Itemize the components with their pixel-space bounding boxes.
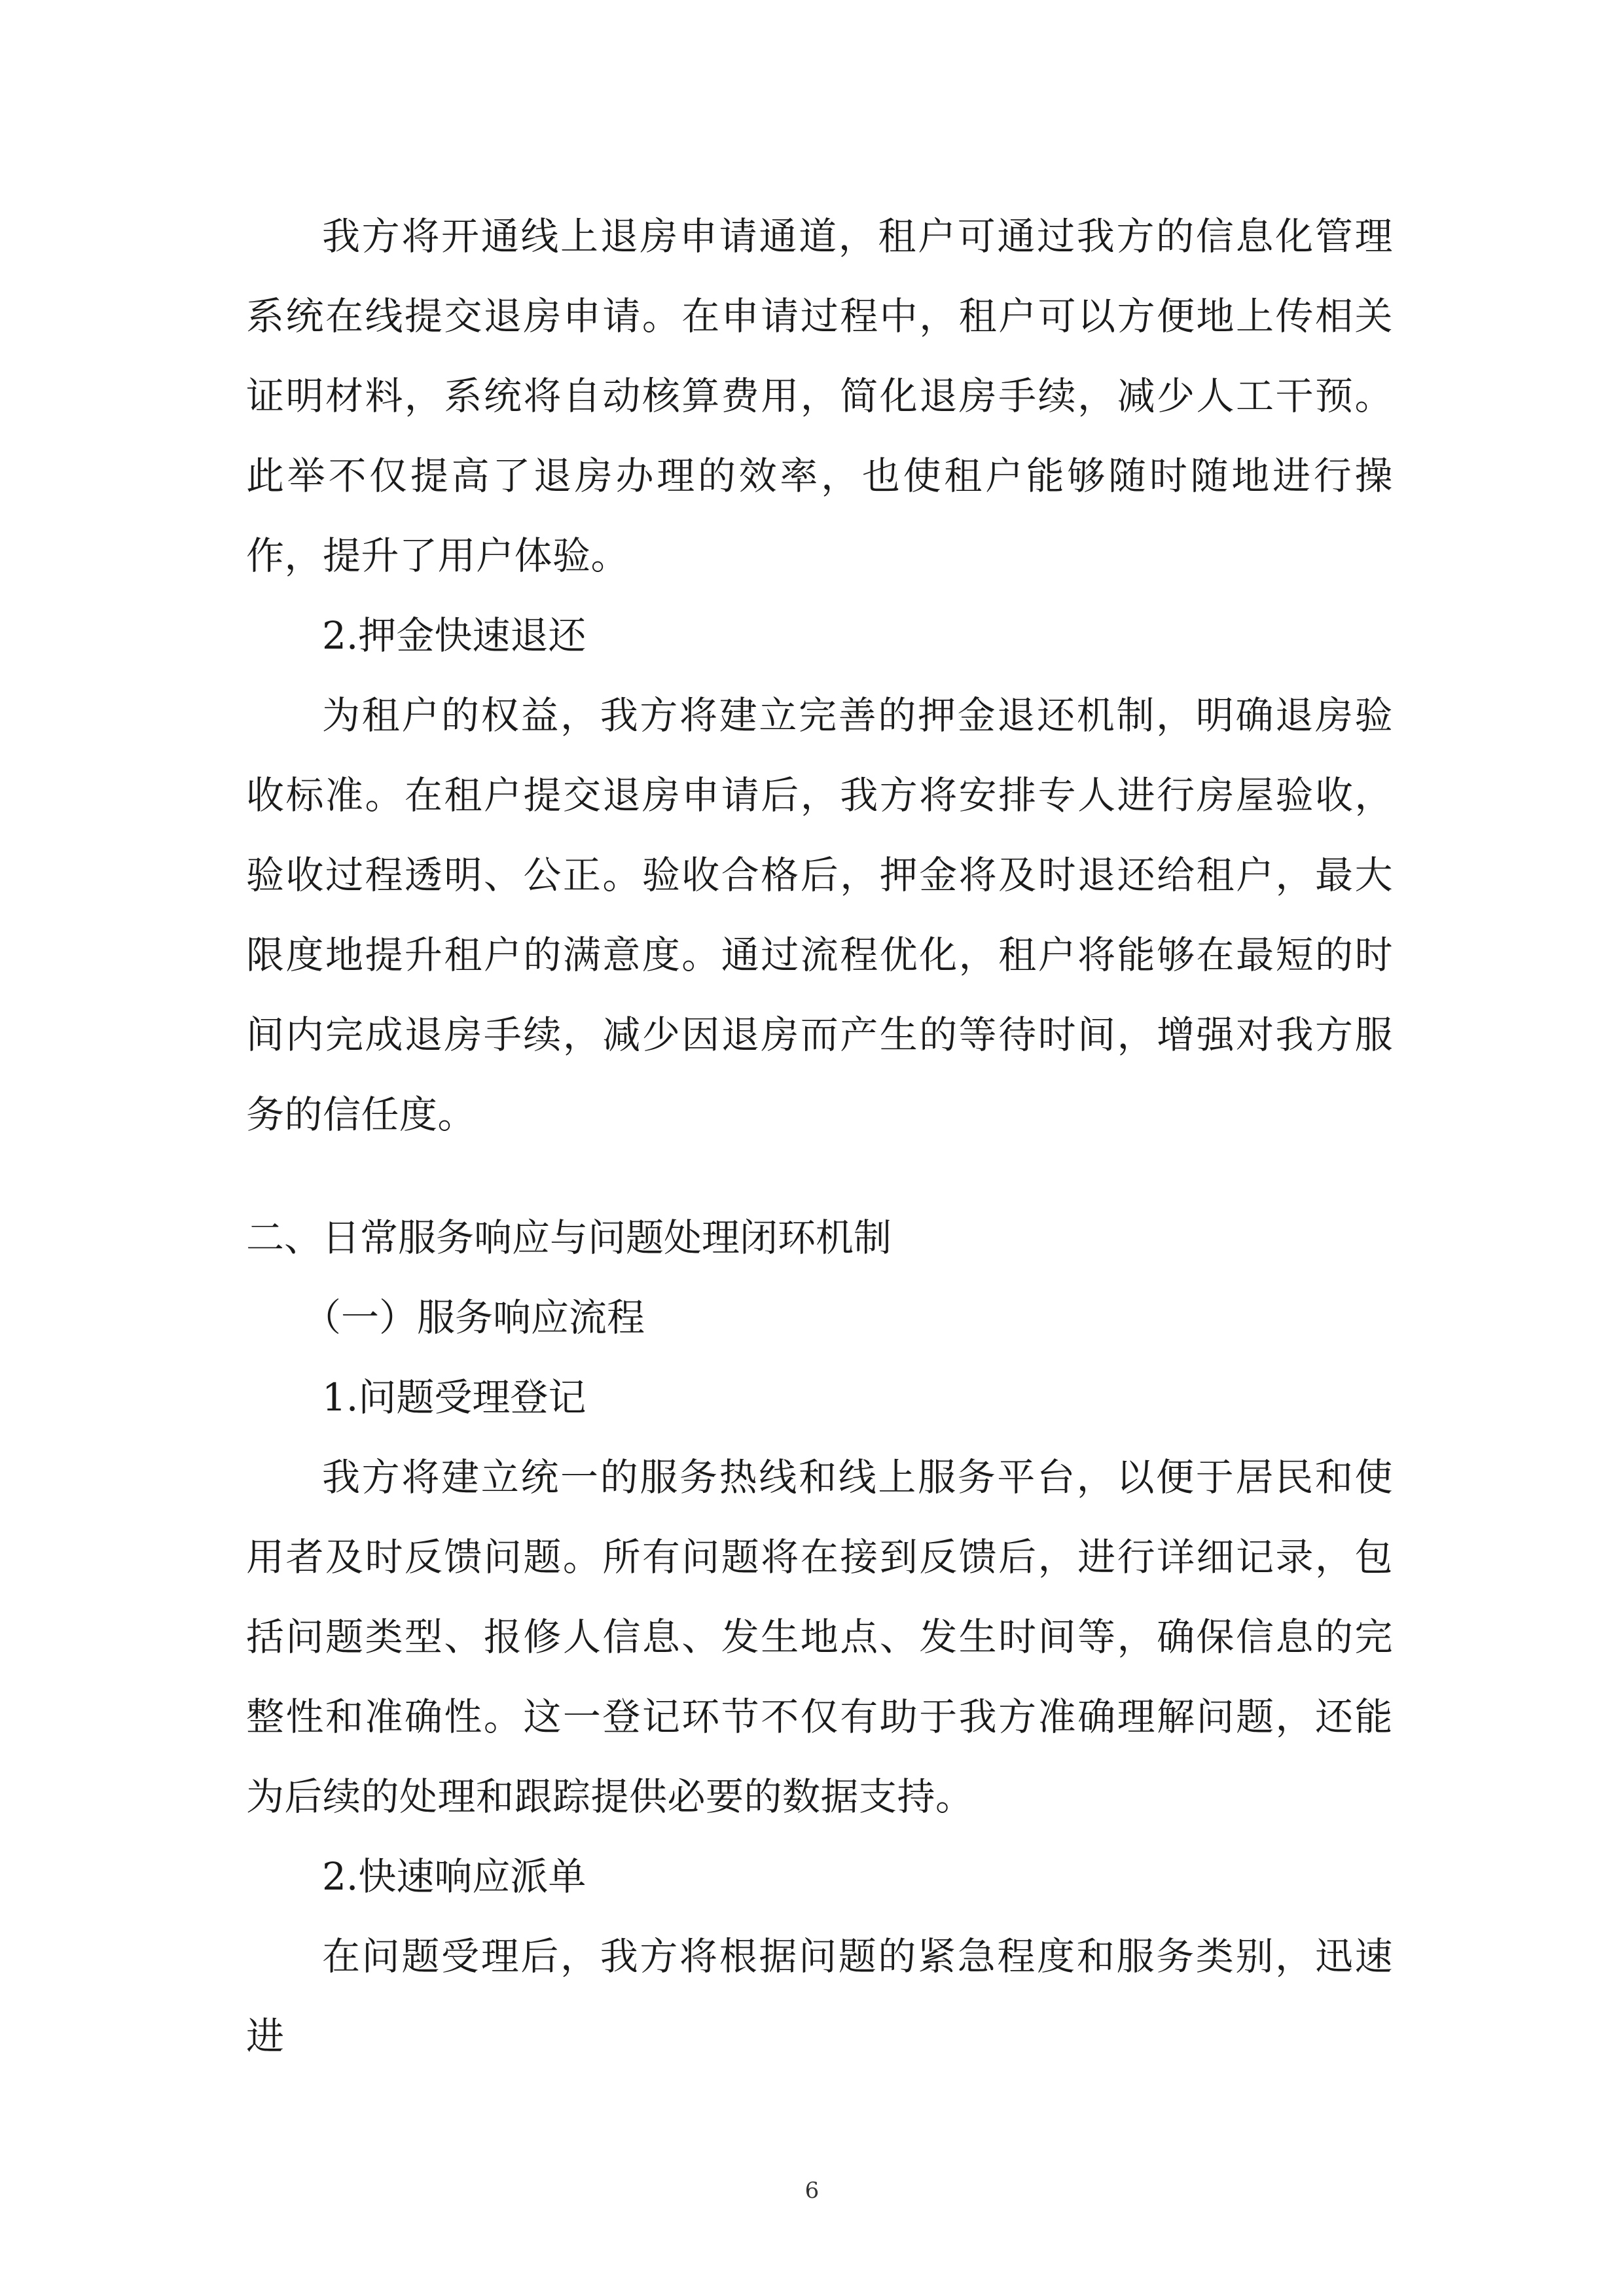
subheading-deposit-refund: 2.押金快速退还 xyxy=(322,613,586,658)
page-number: 6 xyxy=(804,2178,820,2204)
subsection-heading-response-flow: （一）服务响应流程 xyxy=(303,1295,645,1340)
paragraph-issue-registration: 我方将建立统一的服务热线和线上服务平台，以便于居民和使用者及时反馈问题。所有问题将在接到反馈后，进行详细记录，包括问题类型、报修人信息、发生地点、发生时间等，确保信息的完整性和准确性。这一登记环节不仅有助于我方准确理解问题，还能为后续的处理和跟踪提供必要的数据支持。 xyxy=(246,1455,1393,1819)
document-body xyxy=(246,196,1393,2076)
paragraph-deposit-refund: 为租户的权益，我方将建立完善的押金退还机制，明确退房验收标准。在租户提交退房申请后，我方将安排专人进行房屋验收，验收过程透明、公正。验收合格后，押金将及时退还给租户，最大限度地提升租户的满意度。通过流程优化，租户将能够在最短的时间内完成退房手续，减少因退房而产生的等待时间，增强对我方服务的信任度。 xyxy=(246,693,1393,1137)
subheading-rapid-dispatch: 2.快速响应派单 xyxy=(322,1854,586,1899)
section-heading-service-response: 二、日常服务响应与问题处理闭环机制 xyxy=(246,1215,892,1260)
section-gap xyxy=(246,1155,1393,1198)
paragraph-online-checkout: 我方将开通线上退房申请通道，租户可通过我方的信息化管理系统在线提交退房申请。在申请过程中，租户可以方便地上传相关证明材料，系统将自动核算费用，简化退房手续，减少人工干预。此举不仅提高了退房办理的效率，也使租户能够随时随地进行操作，提升了用户体验。 xyxy=(246,214,1393,578)
subheading-issue-registration: 1.问题受理登记 xyxy=(322,1375,586,1420)
paragraph-rapid-dispatch: 在问题受理后，我方将根据问题的紧急程度和服务类别，迅速进 xyxy=(246,1934,1393,2058)
